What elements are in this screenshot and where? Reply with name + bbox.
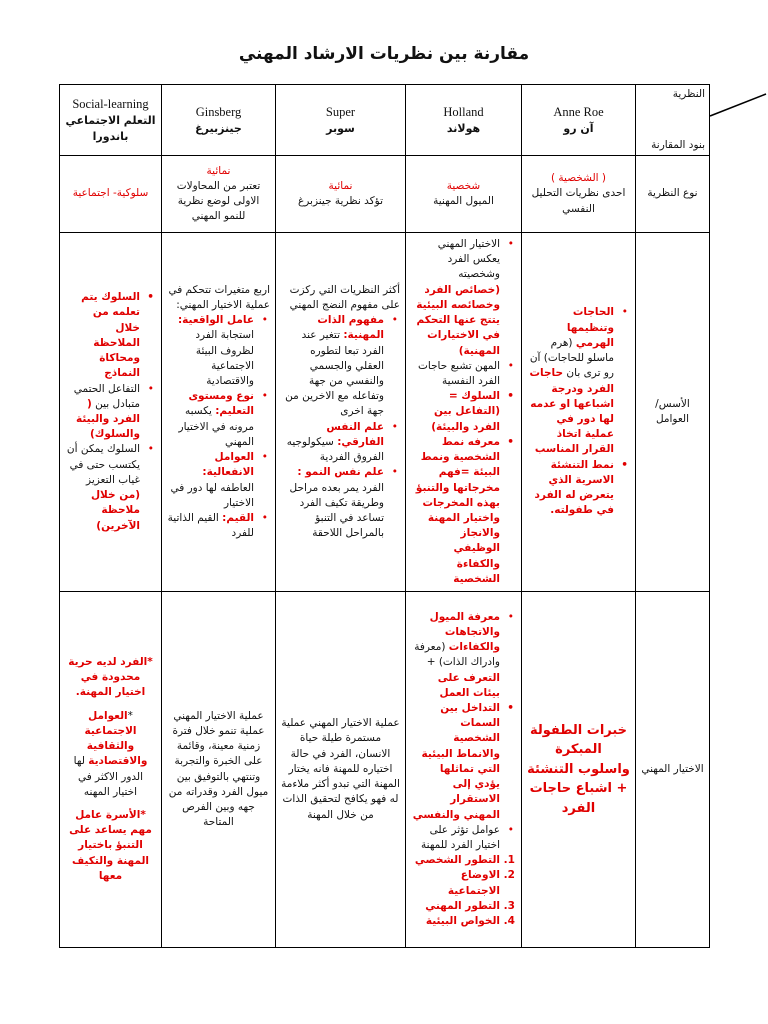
type-super-red: نمائية xyxy=(328,179,353,192)
found-super-b3-red: علم نفس النمو : xyxy=(297,466,384,479)
found-social-b2-text: التفاعل الحتمي متبادل بين xyxy=(73,382,140,410)
found-roe-item-2: • نمط التنشئة الاسرية الذي يتعرض له الفرد في طفولته. xyxy=(527,458,616,519)
found-ginsberg-item-3 xyxy=(167,450,256,511)
choice-holland-list-item-1: 1. التطور الشخصي xyxy=(411,853,500,868)
type-holland xyxy=(406,156,522,233)
choice-holland-b1-red: معرفة الميول والاتجاهات والكفاءات xyxy=(429,610,500,654)
type-roe-text: احدى نظريات التحليل النفسي xyxy=(531,187,626,215)
col-social-en: Social-learning xyxy=(72,97,149,111)
found-roe-b1-text: (هرم ماسلو للحاجات) آن رو ترى بان xyxy=(529,336,614,380)
col-ginsberg-ar: جينزبيرغ xyxy=(195,122,242,136)
found-social xyxy=(60,233,162,592)
corner-cell xyxy=(636,85,710,156)
col-holland-ar: هولاند xyxy=(446,122,481,136)
found-ginsberg-b4-text: القيم الذاتية للفرد xyxy=(167,511,254,540)
choice-holland-b1-red2: التعرف على بيئات العمل xyxy=(437,671,500,699)
found-super-b2-red: علم النفس الفارقي: xyxy=(326,420,384,448)
found-holland xyxy=(406,233,522,592)
found-roe-item-1 xyxy=(527,305,616,457)
found-ginsberg-item-4 xyxy=(167,511,256,541)
type-super-text: تؤكد نظرية جينزبرغ xyxy=(297,195,383,207)
choice-holland-list-item-4: 4. الخواص البيئية xyxy=(411,914,500,929)
type-roe xyxy=(522,156,636,233)
choice-social-item-2: *العوامل الاجتماعية والثقافية والاقتصادية لها الدور الاكثر في اختيار المهنه xyxy=(73,709,148,798)
choice-social-b1-red: الفرد لديه حرية محدودة في اختيار المهنة. xyxy=(68,656,148,699)
type-social xyxy=(60,156,162,233)
found-holland-item-1 xyxy=(411,237,502,359)
col-ginsberg-en: Ginsberg xyxy=(195,104,242,119)
choice-roe-red: خبرات الطفولة المبكرة واسلوب التنشئة + اشباع حاجات الفرد xyxy=(527,722,630,816)
found-holland-item-2: • المهن تشبع حاجات الفرد النفسية xyxy=(411,359,502,389)
col-holland-header xyxy=(406,85,522,156)
found-ginsberg-item-2 xyxy=(167,389,256,450)
found-social-b3-red: (من خلال ملاحظة الآخرين) xyxy=(90,489,140,532)
row-label-type: نوع النظرية xyxy=(636,156,710,233)
choice-holland-b1-text: (معرفة وادراك الذات) + xyxy=(414,641,500,669)
found-ginsberg-b2-text: يكسبه مرونه في الاختيار المهني xyxy=(178,405,254,448)
choice-holland-item-1 xyxy=(411,610,502,701)
type-holland-text: الميول المهنية xyxy=(433,195,494,207)
found-ginsberg xyxy=(162,233,276,592)
type-super xyxy=(276,156,406,233)
found-roe-b1-red2: حاجات الفرد ودرجة اشباعها او عدمه لها دور في عملية اتخاذ القرار المناسب xyxy=(529,367,614,456)
col-ginsberg-header xyxy=(162,85,276,156)
found-social-b2-red: ( الفرد والبيئة والسلوك) xyxy=(76,397,140,441)
arrow-line xyxy=(708,92,768,118)
found-holland-b1-text: الاختيار المهني يعكس الفرد وشخصيته xyxy=(437,238,500,281)
col-social-ar: التعلم الاجتماعي باندورا xyxy=(65,114,156,144)
type-roe-red: ( الشخصية ) xyxy=(550,172,607,185)
col-super-en: Super xyxy=(325,104,356,119)
type-row xyxy=(60,156,710,233)
col-super-ar: سوبر xyxy=(326,122,355,136)
found-roe-b1-red: الحاجات وتنظيمها الهرمي xyxy=(566,306,614,349)
found-super-b3-text: الفرد يمر بعده مراحل وطريقة تكيف الفرد تساعد في التنبؤ بالمراحل اللاحقة xyxy=(289,481,384,540)
choice-holland xyxy=(406,592,522,948)
corner-theory-label: النظرية xyxy=(672,88,705,100)
choice-social-item-3: *الأسرة عامل مهم يساعد على التنبؤ باختيار المهنة والتكيف معها xyxy=(69,808,152,882)
row-label-choice: الاختيار المهني xyxy=(636,592,710,948)
col-social-header xyxy=(60,85,162,156)
foundations-row xyxy=(60,233,710,592)
corner-items-label: بنود المقارنة xyxy=(651,139,705,152)
type-holland-red: شخصية xyxy=(446,179,481,192)
found-holland-item-3: • السلوك = (التفاعل بين الفرد والبيئة) xyxy=(411,389,502,435)
page-title: مقارنة بين نظريات الارشاد المهني xyxy=(238,44,530,64)
found-ginsberg-b1-red: عامل الواقعية: xyxy=(177,314,254,327)
found-ginsberg-b1-text: استجابة الفرد لظروف البيئة الاجتماعية والاقتصادية xyxy=(195,329,254,387)
choice-social xyxy=(60,592,162,948)
found-super-b1-red: مفهوم الذات المهنية: xyxy=(317,314,384,342)
found-ginsberg-intro: اربع متغيرات تتحكم في عملية الاختيار المهني: xyxy=(168,283,270,311)
choice-super: عملية الاختيار المهني عملية مستمرة طيلة حياة الانسان، الفرد في حالة اختياره للمهنة فانه يختار المهنة التي تبدو أكثر ملاءمة له فهو يكافح لتحقيق الذات من خلال المهنة xyxy=(276,592,406,948)
col-super-header xyxy=(276,85,406,156)
col-roe-ar: آن رو xyxy=(563,122,594,136)
row-label-foundations: الأسس/ العوامل xyxy=(636,233,710,592)
found-holland-item-4: • معرفه نمط الشخصية ونمط البيئة =فهم مخرجاتها والتنبؤ بهذه المخرجات واختيار المهنة والانجاز الوظيفي والكفاءة الشخصية xyxy=(411,435,502,587)
choice-holland-list-item-2: 2. الاوضاع الاجتماعية xyxy=(411,868,500,898)
found-ginsberg-item-1 xyxy=(167,313,256,389)
choice-social-b2-text: لها الدور الاكثر في اختيار المهنه xyxy=(73,755,144,798)
col-roe-header xyxy=(522,85,636,156)
found-super-item-3 xyxy=(281,465,386,541)
found-ginsberg-b2-red: نوع ومستوى التعليم: xyxy=(188,390,254,418)
found-social-item-2 xyxy=(65,382,142,443)
choice-ginsberg: عملية الاختيار المهني عملية تنمو خلال فترة زمنية معينة، وقائمة على الخبرة والتجربة وتنتهي بالتوفيق بين ميول الفرد وقدراته من جهه وبين الفرص المتاحة xyxy=(162,592,276,948)
found-ginsberg-b4-red: القيم: xyxy=(222,511,254,524)
found-super-b1-text: تتغير عند الفرد تبعا لتطوره العقلي والجسمي والنفسي من جهة وتفاعله مع الاخرين من جهة اخرى xyxy=(285,329,384,418)
found-super-b2-text: سيكولوجيه الفروق الفردية xyxy=(286,435,384,464)
header-row xyxy=(60,85,710,156)
found-super-item-2 xyxy=(281,420,386,466)
choice-roe xyxy=(522,592,636,948)
choice-holland-list-item-3: 3. التطور المهني xyxy=(411,899,500,914)
col-holland-en: Holland xyxy=(443,104,484,119)
found-super xyxy=(276,233,406,592)
found-super-item-1 xyxy=(281,313,386,420)
type-ginsberg-red: نمائية xyxy=(206,164,231,177)
choice-holland-item-3: • عوامل تؤثر على اختيار الفرد للمهنة xyxy=(411,823,502,853)
choice-social-b2-red: العوامل الاجتماعية والثقافية والاقتصادية xyxy=(84,709,148,768)
found-roe xyxy=(522,233,636,592)
choice-holland-item-2: • التداخل بين السمات الشخصية والانماط البيئية التي تماثلها يؤدي إلى الاستقرار المهني والنفسي xyxy=(411,701,502,823)
type-ginsberg xyxy=(162,156,276,233)
found-holland-b1-red: (خصائص الفرد وخصائصه البيئية يتتج عنها التحكم في الاختيارات المهنية) xyxy=(416,283,500,357)
choice-holland-list xyxy=(411,853,516,929)
col-roe-en: Anne Roe xyxy=(553,104,604,119)
choice-row xyxy=(60,592,710,948)
type-ginsberg-text: تعتبر من المحاولات الاولى لوضع نظرية للنمو المهني xyxy=(176,179,261,223)
found-social-item-3 xyxy=(65,442,142,533)
found-ginsberg-b3-red: العوامل الانفعالية: xyxy=(202,451,254,479)
found-ginsberg-b3-text: العاطفه لها دور في الاختيار xyxy=(170,481,254,509)
found-social-b3-text: السلوك يمكن أن يكتسب حتى في غياب التعزيز xyxy=(66,443,140,486)
choice-social-b3-red: الأسرة عامل مهم يساعد على التنبؤ باختيار المهنة والتكيف معها xyxy=(69,808,152,882)
found-super-intro: أكثر النظريات التي ركزت على مفهوم النضج المهني xyxy=(289,283,400,311)
found-social-item-1: • السلوك يتم تعلمه من خلال الملاحظة ومحاكاة النماذج xyxy=(65,290,142,381)
choice-social-item-1: *الفرد لديه حرية محدودة في اختيار المهنة. xyxy=(68,656,153,699)
comparison-table xyxy=(59,84,710,948)
type-social-red: سلوكية- اجتماعية xyxy=(72,187,149,200)
